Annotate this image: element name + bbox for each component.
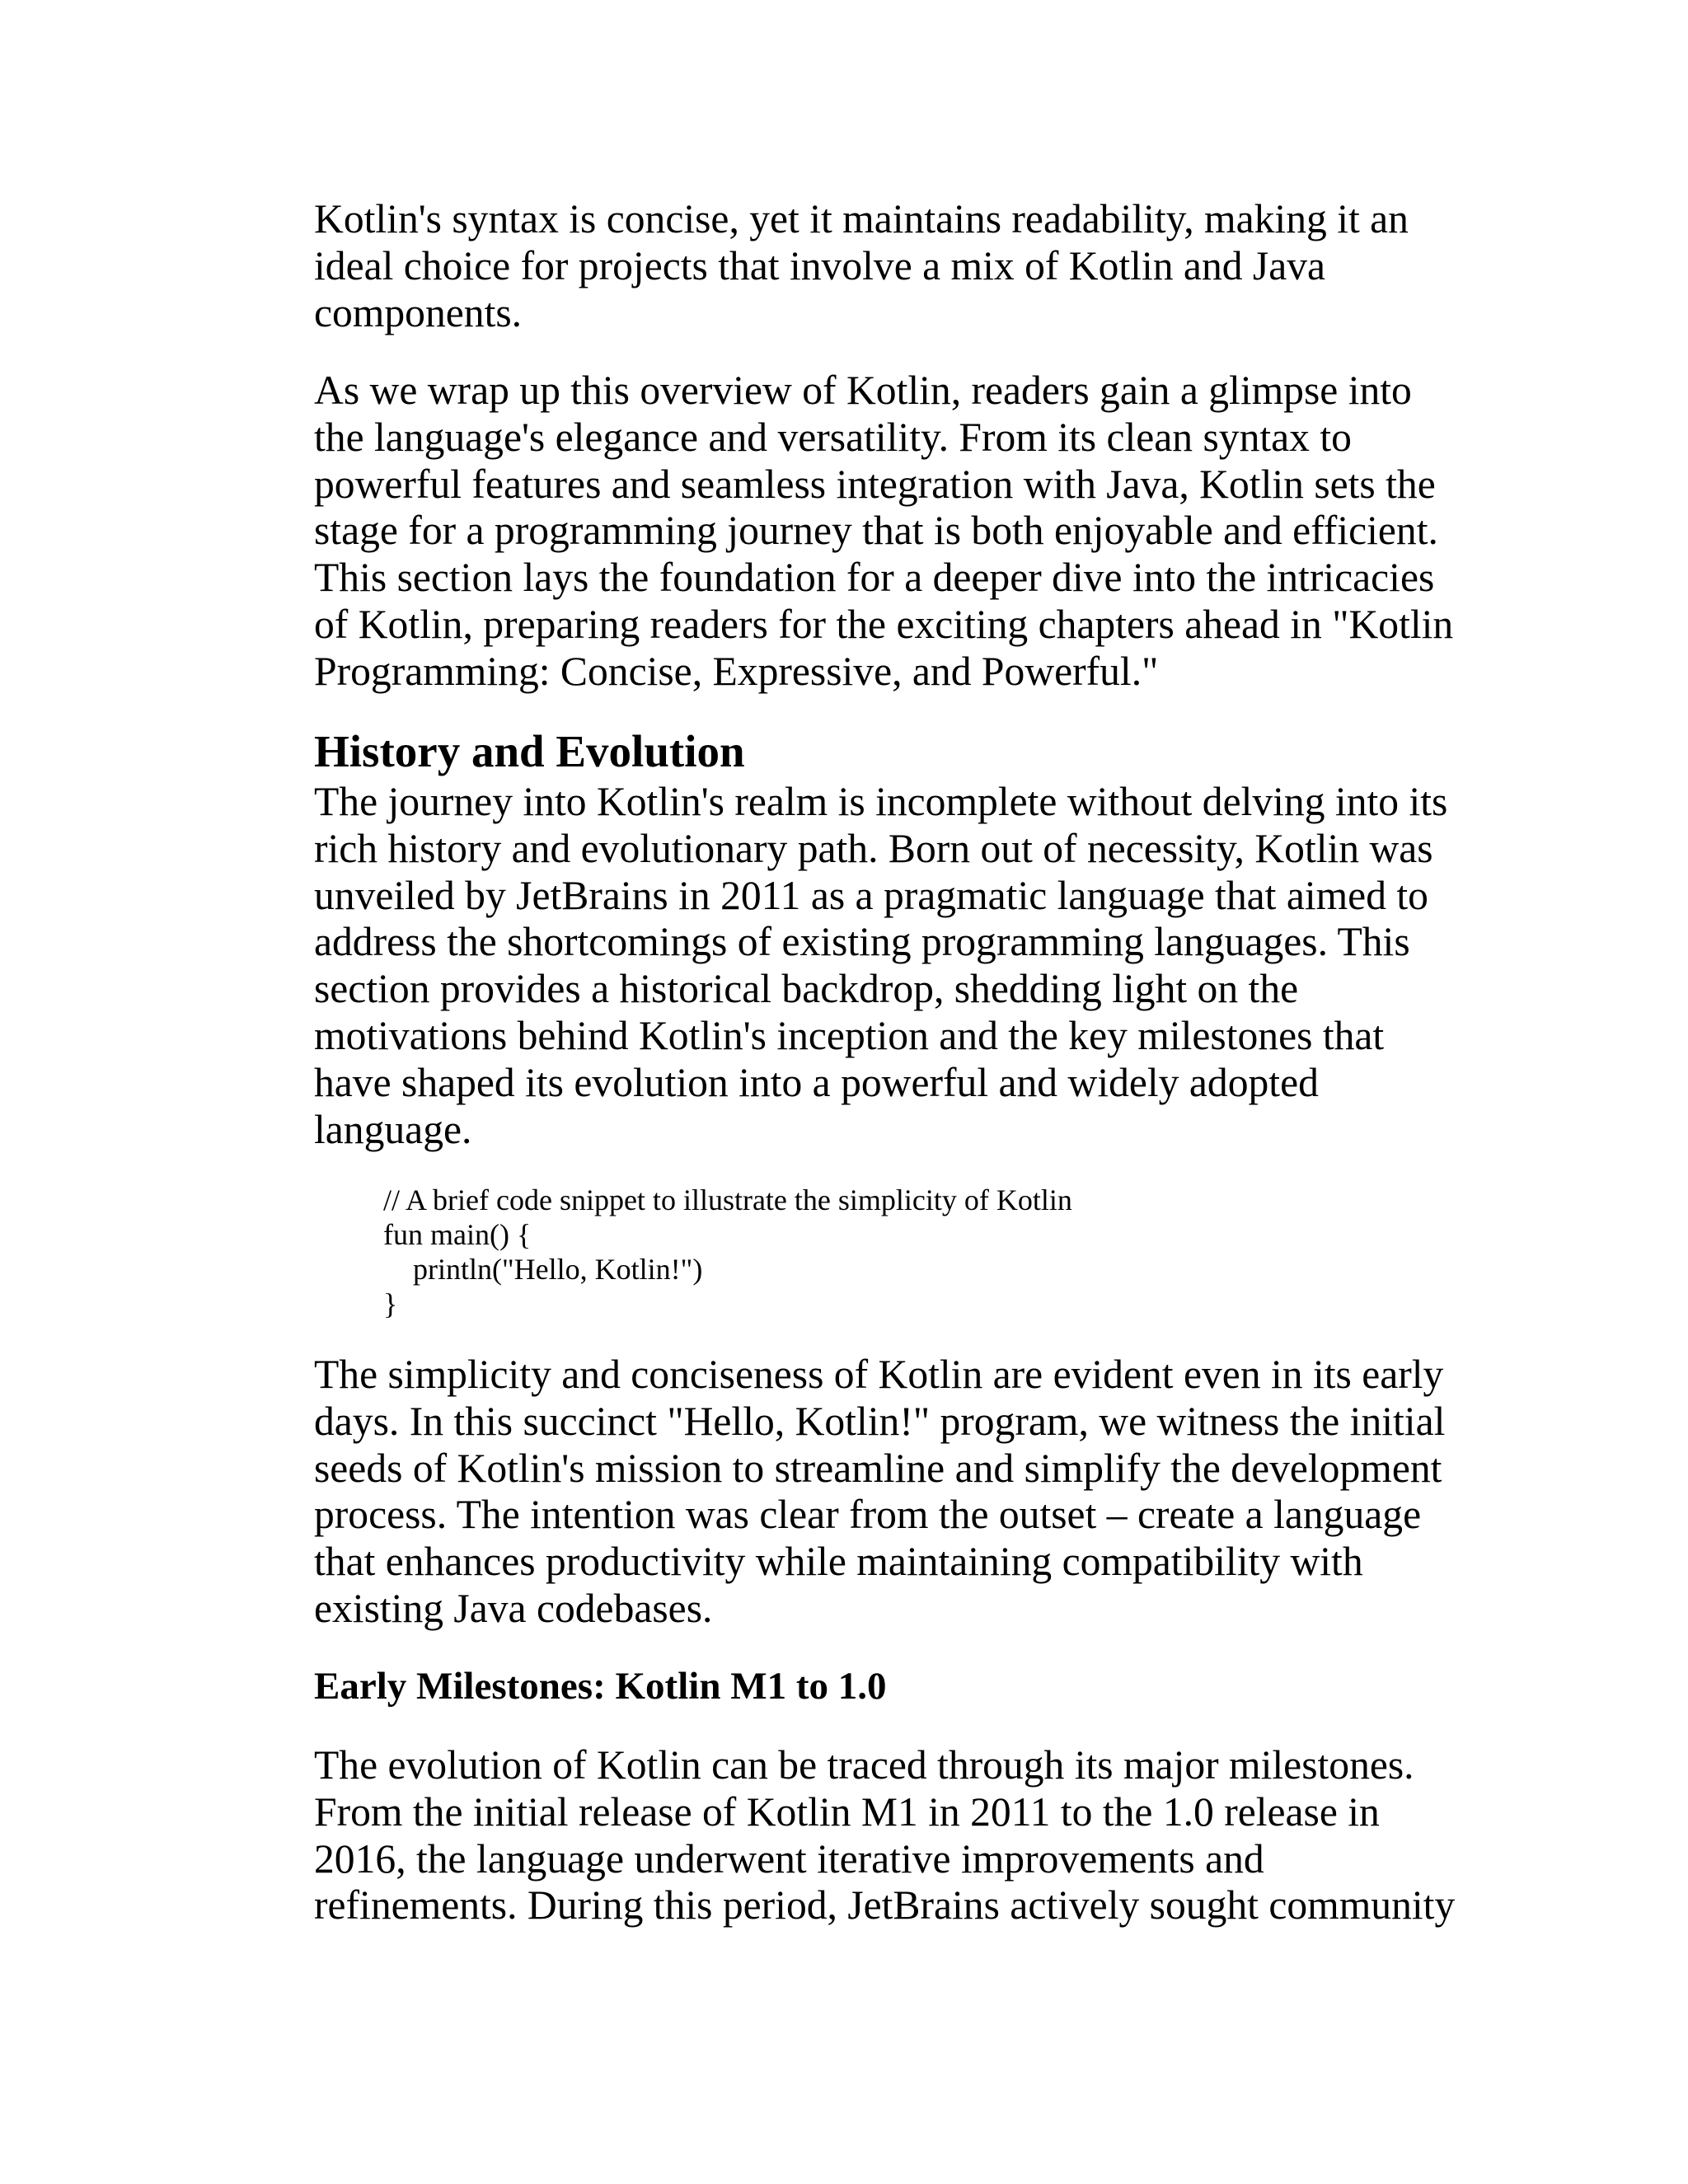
paragraph-history: The journey into Kotlin's realm is incomplete without delving into its rich history and evolutionary path. Born out of necessity, Kotlin was unveiled by JetBrains in 2011 as a pragmatic language that aimed to address the shortcomings of existing programming languages. This section provides a historical backdrop, shedding light on the motivations behind Kotlin's inception and the key milestones that have shaped its evolution into a powerful and widely adopted language.: [314, 779, 1448, 1152]
paragraph-syntax-intro: Kotlin's syntax is concise, yet it maintains readability, making it an ideal choice for projects that involve a mix of Kotlin and Java components.: [314, 196, 1409, 335]
heading-early-milestones: Early Milestones: Kotlin M1 to 1.0: [314, 1665, 887, 1708]
paragraph-overview-wrapup: As we wrap up this overview of Kotlin, readers gain a glimpse into the language's elegance and versatility. From its clean syntax to powerful features and seamless integration with Java, Kotlin sets the stage for a programming journey that is both enjoyable and efficient. This section lays the foundation for a deeper dive into the intricacies of Kotlin, preparing readers for the exciting chapters ahead in "Kotlin Programming: Concise, Expressive, and Powerful.": [314, 368, 1454, 694]
paragraph-simplicity: The simplicity and conciseness of Kotlin are evident even in its early days. In this succinct "Hello, Kotlin!" program, we witness the initial seeds of Kotlin's mission to streamline and simplify the development process. The intention was clear from the outset – create a language that enhances productivity while maintaining compatibility with existing Java codebases.: [314, 1352, 1446, 1631]
paragraph-milestones: The evolution of Kotlin can be traced through its major milestones. From the initial release of Kotlin M1 in 2011 to the 1.0 release in 2016, the language underwent iterative improvements and refinements. During this period, JetBrains actively sought community: [314, 1742, 1456, 1929]
heading-history-evolution: History and Evolution: [314, 726, 745, 776]
code-snippet: // A brief code snippet to illustrate the simplicity of Kotlin fun main() { println("Hello, Kotlin!") }: [383, 1183, 1072, 1320]
